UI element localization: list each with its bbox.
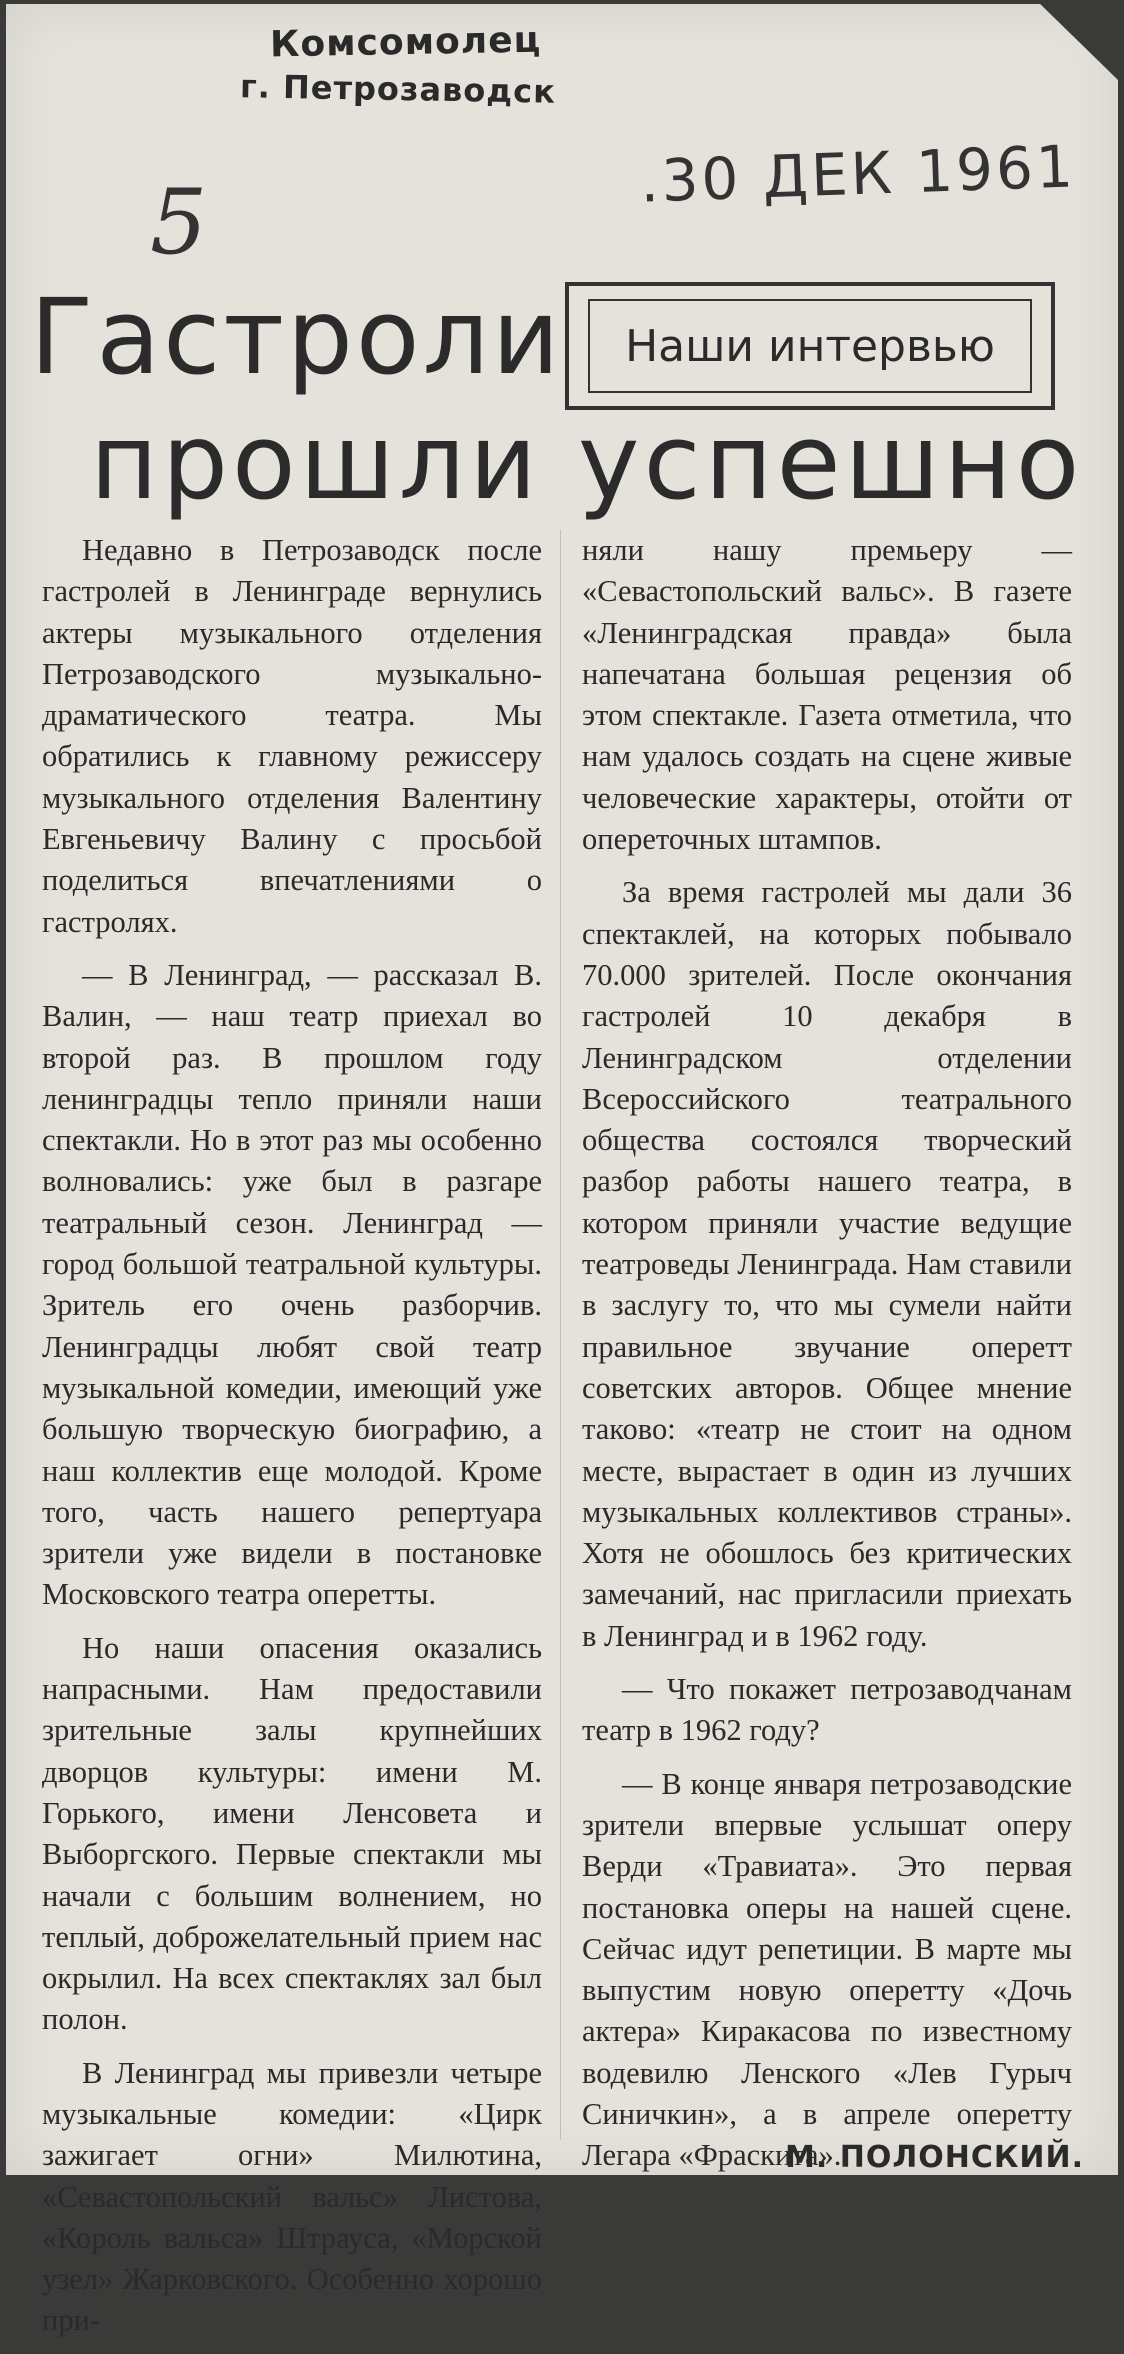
handwritten-number: 5 (150, 170, 208, 275)
author-signature: М. ПОЛОНСКИЙ. (785, 2140, 1084, 2175)
paragraph: — Что покажет петрозаводчанам театр в 1962 году? (582, 1672, 1072, 1748)
rubric-label: Наши интервью (588, 299, 1032, 393)
date-stamp: .30 ДЕК 1961 (638, 132, 1077, 216)
paragraph: За время гастролей мы дали 36 спектаклей, на которых побывало 70.000 зрителей. После окончания гастролей 10 декабря в Ленинградском отделении Всероссийского театрального общества состоялся творческий разбор работы нашего театра, в котором приняли участие ведущие театроведы Ленинграда. Нам ставили в заслугу то, что мы сумели найти правильное звучание оперетт советских авторов. Общее мнение таково: «театр не стоит на одном месте, вырастает в один из лучших музыкальных коллективов страны». Хотя не обошлось без критических замечаний, нас пригласили приехать в Ленинград и в 1962 году. (582, 875, 1072, 1653)
column-divider (560, 530, 561, 2140)
paragraph: няли нашу премьеру — «Севастопольский вальс». В газете «Ленинградская правда» была напечатана большая рецензия об этом спектакле. Газета отметила, что нам удалось создать на сцене живые человеческие характеры, отойти от опереточных штампов. (582, 533, 1072, 857)
paragraph: Но наши опасения оказались напрасными. Нам предоставили зрительные залы крупнейших дворцов культуры: имени М. Горького, имени Ленсовета и Выборгского. Первые спектакли мы начали с большим волнением, но теплый, доброжелательный прием нас окрылил. На всех спектаклях зал был полон. (42, 1630, 542, 2037)
article-column-right (582, 530, 1072, 2189)
rubric-box (565, 282, 1055, 410)
paragraph: В Ленинград мы привезли четыре музыкальные комедии: «Цирк зажигает огни» Милютина, «Севастопольский вальс» Листова, «Король вальса» Штрауса, «Морской узел» Жарковского. Особенно хорошо при- (42, 2055, 542, 2338)
paragraph: — В Ленинград, — рассказал В. Валин, — наш театр приехал во второй раз. В прошлом году ленинградцы тепло приняли наши спектакли. Но в этот раз мы особенно волновались: уже был в разгаре театральный сезон. Ленинград — город большой театральной культуры. Зритель его очень разборчив. Ленинградцы любят свой театр музыкальной комедии, имеющий уже большую творческую биографию, а наш коллектив еще молодой. Кроме того, часть нашего репертуара зрители уже видели в постановке Московского театра оперетты. (42, 957, 542, 1612)
headline-line-2: прошли успешно (90, 401, 1084, 523)
article-column-left (42, 530, 542, 2354)
paragraph: Недавно в Петрозаводск после гастролей в Ленинграде вернулись актеры музыкального отделения Петрозаводского музыкально-драматического театра. Мы обратились к главному режиссеру музыкального отделения Валентину Евгеньевичу Валину с просьбой поделиться впечатлениями о гастролях. (42, 533, 542, 939)
paragraph: — В конце января петрозаводские зрители впервые услышат оперу Верди «Травиата». Это первая постановка оперы на нашей сцене. Сейчас идут репетиции. В марте мы выпустим новую оперетту «Дочь актера» Киракасова по известному водевилю Ленского «Лев Гурыч Синичкин», а в апреле оперетту Легара «Фраскита». (582, 1766, 1072, 2173)
newspaper-stamp-city: г. Петрозаводск (239, 67, 557, 111)
headline-line-1: Гастроли (30, 276, 563, 398)
newspaper-stamp-name: Комсомолец (269, 19, 542, 66)
